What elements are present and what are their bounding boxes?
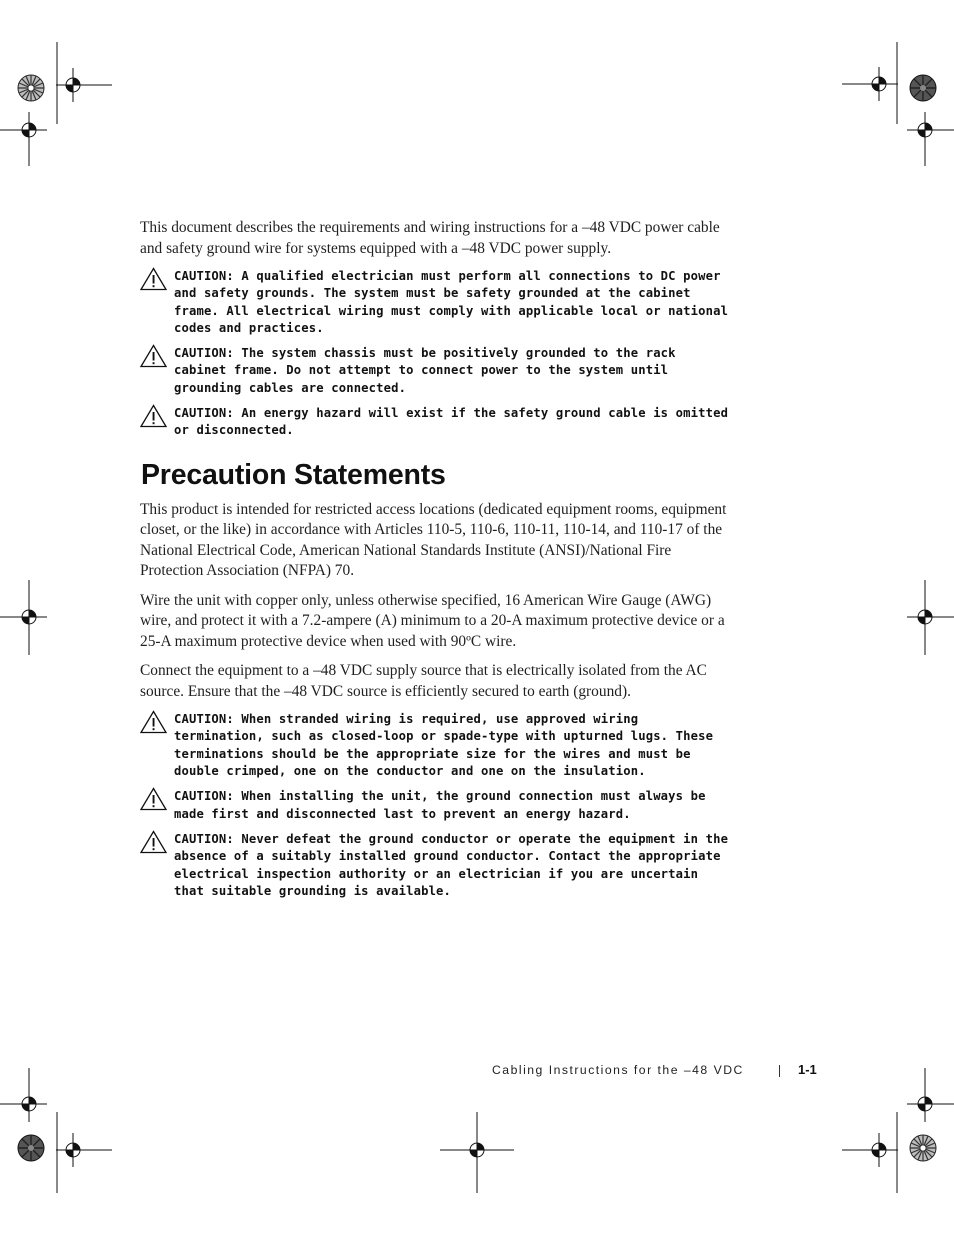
caution-block: [140, 345, 730, 397]
body-paragraph: This product is intended for restricted access locations (dedicated equipment rooms, equipment closet, or the like) in accordance with Articles 110-5, 110-6, 110-11, 110-14, and 110-17 of the National Electrical Code, American National Standards Institute (ANSI)/National Fire Protection Association (NFPA) 70.: [140, 500, 727, 580]
caution-text: CAUTION: The system chassis must be positively grounded to the rack cabinet frame. Do not attempt to connect power to the system until grounding cables are connected.: [174, 346, 676, 395]
caution-text: CAUTION: When installing the unit, the ground connection must always be made first and disconnected last to prevent an energy hazard.: [174, 789, 706, 821]
warning-triangle-icon: [140, 267, 167, 291]
caution-text: CAUTION: Never defeat the ground conductor or operate the equipment in the absence of a suitably installed ground conductor. Contact the appropriate electrical inspection authority or an electrician if you are uncertain that suitable grounding is available.: [174, 831, 729, 898]
body-paragraph: Wire the unit with copper only, unless otherwise specified, 16 American Wire Gauge (AWG) wire, and protect it with a 7.2-ampere (A) minimum to a 20-A maximum protective device or a 25-A maximum protective device when used with 90ºC wire.: [140, 591, 725, 650]
warning-triangle-icon: [140, 787, 167, 811]
caution-block: [140, 405, 730, 440]
caution-block: [140, 831, 730, 900]
section-heading: Precaution Statements: [141, 458, 446, 491]
warning-triangle-icon: [140, 404, 167, 428]
running-footer-title: Cabling Instructions for the –48 VDC: [492, 1063, 744, 1077]
caution-text: CAUTION: When stranded wiring is required, use approved wiring termination, such as closed-loop or spade-type with upturned lugs. These terminations should be the appropriate size for the wires and must be double crimped, one on the conductor and one on the insulation.: [174, 712, 714, 779]
footer-divider: [779, 1065, 780, 1077]
page-footer: [492, 1061, 832, 1083]
caution-block: [140, 268, 730, 337]
caution-text: CAUTION: A qualified electrician must perform all connections to DC power and safety grounds. The system must be safety grounded at the cabinet frame. All electrical wiring must comply with applicable local or national codes and practices.: [174, 269, 729, 335]
intro-paragraph: This document describes the requirements and wiring instructions for a –48 VDC power cable and safety ground wire for systems equipped with a –48 VDC power supply.: [140, 219, 720, 257]
body-paragraph: Connect the equipment to a –48 VDC supply source that is electrically isolated from the AC source. Ensure that the –48 VDC source is efficiently secured to earth (ground).: [140, 662, 707, 700]
page-number: 1-1: [798, 1062, 817, 1077]
page-content: [140, 218, 730, 908]
caution-text: CAUTION: An energy hazard will exist if the safety ground cable is omitted or disconnected.: [174, 406, 729, 438]
caution-block: [140, 788, 730, 823]
warning-triangle-icon: [140, 830, 167, 854]
warning-triangle-icon: [140, 344, 167, 368]
caution-block: [140, 711, 730, 780]
warning-triangle-icon: [140, 710, 167, 734]
